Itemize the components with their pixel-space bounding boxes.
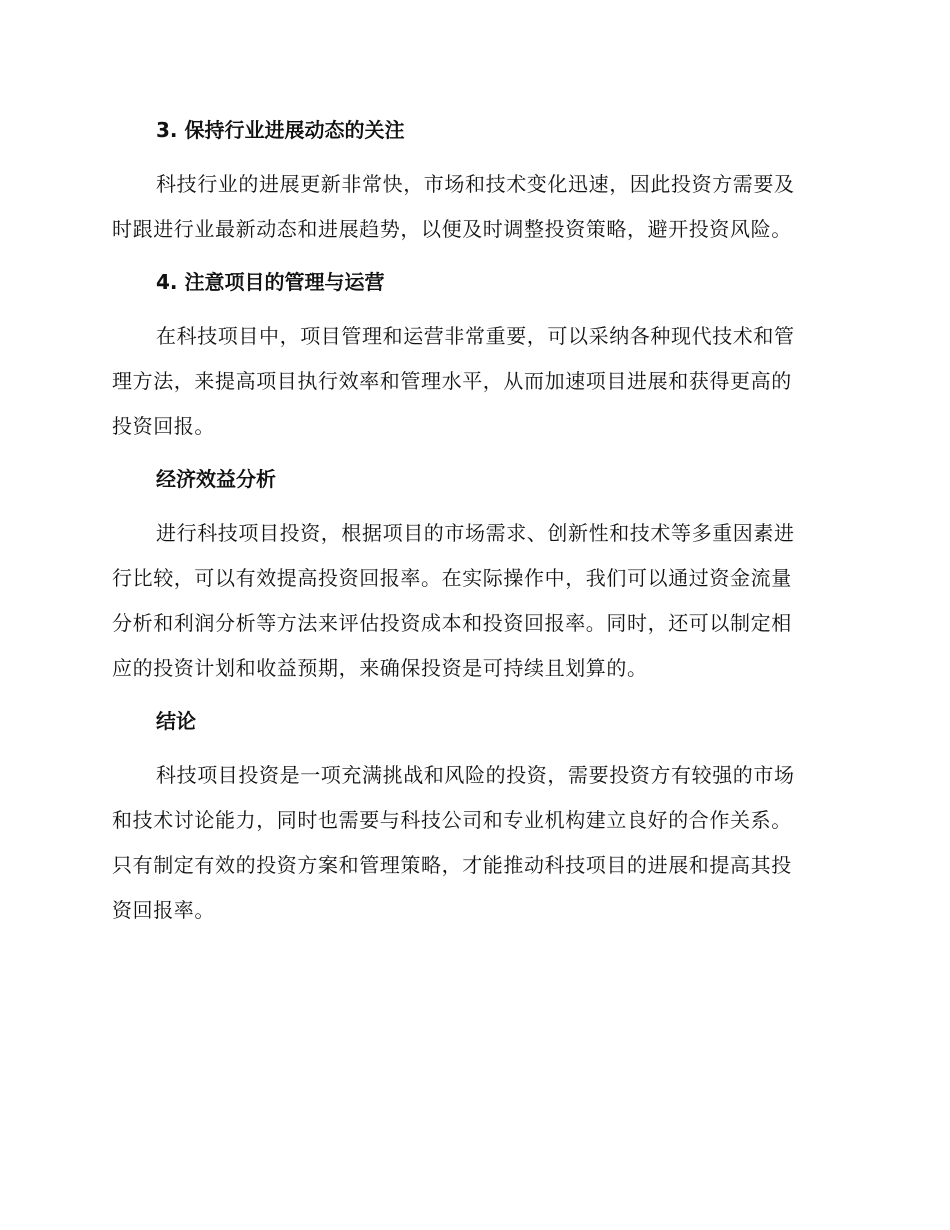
paragraph-line: 只有制定有效的投资方案和管理策略，才能推动科技项目的进展和提高其投: [112, 853, 792, 877]
section-heading: 3. 保持行业进展动态的关注: [156, 118, 405, 142]
paragraph-line: 理方法，来提高项目执行效率和管理水平，从而加速项目进展和获得更高的: [112, 369, 792, 393]
section-industry-dynamics: [112, 110, 830, 252]
paragraph-line: 分析和利润分析等方法来评估投资成本和投资回报率。同时，还可以制定相: [112, 611, 792, 635]
paragraph-line: 进行科技项目投资，根据项目的市场需求、创新性和技术等多重因素进: [156, 521, 795, 545]
paragraph-line: 行比较，可以有效提高投资回报率。在实际操作中，我们可以通过资金流量: [112, 566, 792, 590]
section-conclusion: [112, 701, 830, 933]
section-project-management: [112, 262, 830, 449]
paragraph-line: 投资回报。: [112, 414, 215, 438]
paragraph-line: 科技行业的进展更新非常快，市场和技术变化迅速，因此投资方需要及: [156, 172, 795, 196]
paragraph-line: 资回报率。: [112, 898, 215, 922]
paragraph-line: 在科技项目中，项目管理和运营非常重要，可以采纳各种现代技术和管: [156, 324, 795, 348]
paragraph-line: 应的投资计划和收益预期，来确保投资是可持续且划算的。: [112, 656, 648, 680]
section-heading: 4. 注意项目的管理与运营: [156, 270, 385, 294]
section-heading: 结论: [156, 709, 196, 733]
section-heading: 经济效益分析: [156, 467, 276, 491]
paragraph-line: 科技项目投资是一项充满挑战和风险的投资，需要投资方有较强的市场: [156, 763, 795, 787]
section-paragraph: [112, 314, 830, 449]
document-body: [112, 110, 830, 933]
section-paragraph: [112, 753, 830, 933]
paragraph-line: 和技术讨论能力，同时也需要与科技公司和专业机构建立良好的合作关系。: [112, 808, 792, 832]
section-paragraph: [112, 162, 830, 252]
section-economic-analysis: [112, 459, 830, 691]
paragraph-line: 时跟进行业最新动态和进展趋势，以便及时调整投资策略，避开投资风险。: [112, 217, 792, 241]
section-paragraph: [112, 511, 830, 691]
